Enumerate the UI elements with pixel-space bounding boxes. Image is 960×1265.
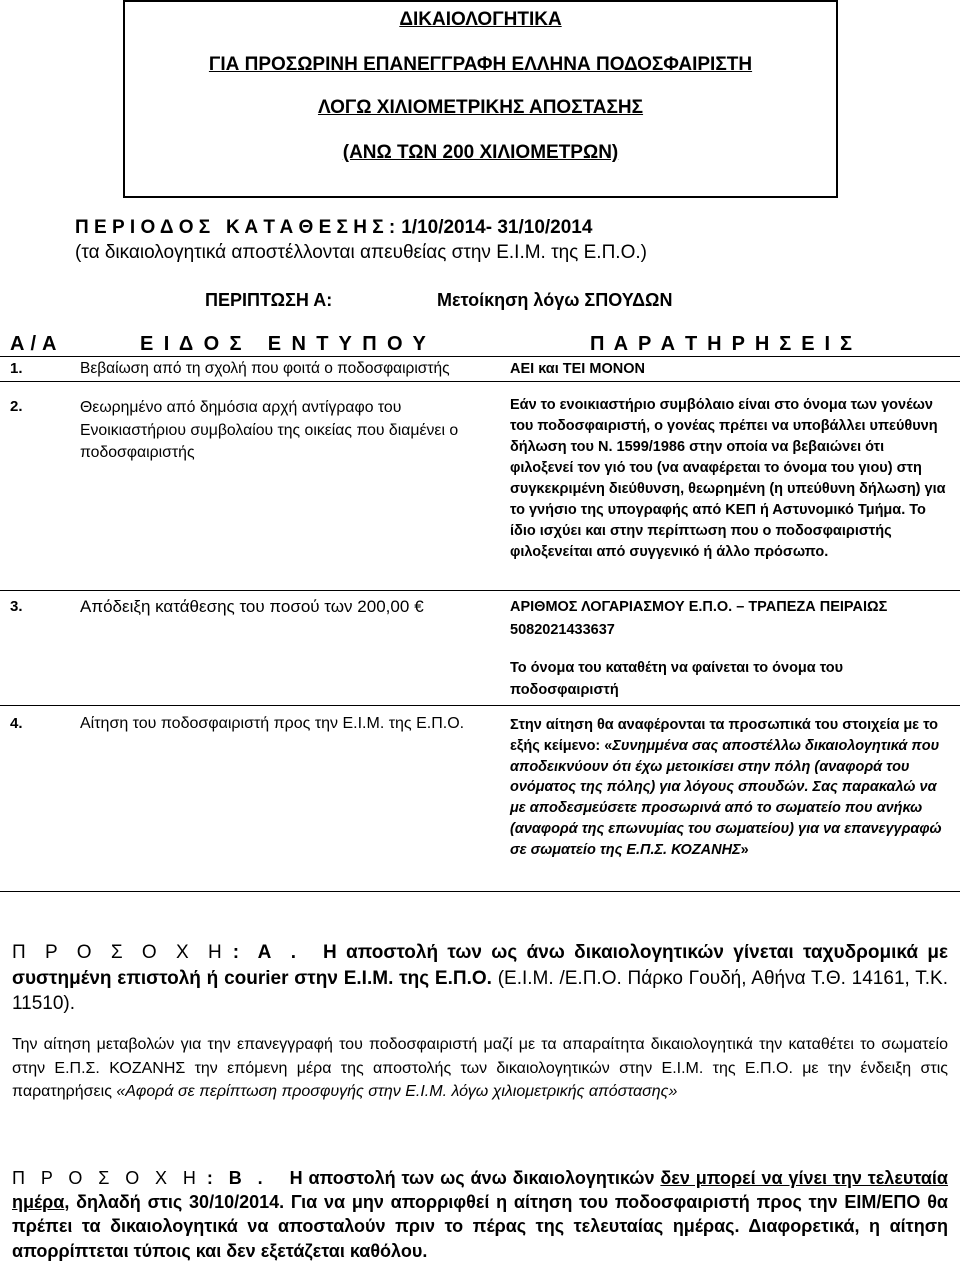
title-box [123,0,838,198]
submission-period [75,216,592,240]
row-3-document-text: Απόδειξη κατάθεσης του ποσού των 200,00 [80,597,410,616]
euro-sign: € [414,597,424,616]
row-4-index: 4. [10,715,23,732]
notice-b-underlined: δεν μπορεί να γίνει την τελευταία ημέρα [12,1168,949,1213]
table-divider [0,705,960,706]
row-1-index: 1. [10,360,23,377]
row-3-remarks-note: Το όνομα του καταθέτη να φαίνεται το όνομα του ποδοσφαιριστή [510,660,844,698]
procedure-remark-quote: «Αφορά σε περίπτωση προσφυγής στην Ε.Ι.Μ. λόγω χιλιομετρικής απόστασης» [116,1083,678,1100]
notice-a-address: (Ε.Ι.Μ. /Ε.Π.Ο. Πάρκο Γουδή, Αθήνα Τ.Θ. 14161, Τ.Κ. 11510). [12,967,948,1014]
row-1-document: Βεβαίωση από τη σχολή που φοιτά ο ποδοσφαιριστής [80,360,450,377]
document-title: ΔΙΚΑΙΟΛΟΓΗΤΙΚΑ [399,9,562,30]
bank-account-number: 5082021433637 [510,621,615,638]
notice-b-text-before: Η αποστολή των ως άνω δικαιολογητικών [289,1168,661,1188]
notice-b-text-after: , δηλαδή στις 30/10/2014. Για να μην απορριφθεί η αίτηση του ποδοσφαιριστή προς την ΕΙΜ/ΕΠΟ θα πρέπει τα δικαιολογητικά να αποσταλούν πριν το πέρας της τελευταίας ημέρας. Διαφορετικά, η αίτηση απορρίπτεται τύποις και δεν εξετάζεται καθόλου. [12,1192,948,1261]
period-label: Π Ε Ρ Ι Ο Δ Ο Σ Κ Α Τ Α Θ Ε Σ Η Σ : [75,217,396,238]
table-divider [0,356,960,357]
row-3-bank-account [510,596,946,641]
notice-a-marker: : Α . [232,942,301,963]
case-label: ΠΕΡΙΠΤΩΣΗ Α: [205,290,333,310]
column-header-index: Α/Α [10,333,63,355]
row-4-remarks-quote: Συνημμένα σας αποστέλλω δικαιολογητικά που αποδεικνύουν ότι έχω μετοικίσει στην πόλη (αναφορά του ονόματος της πόλης) για λόγους σπουδών. Σας παρακαλώ να με αποδεσμεύσετε προσωρινά από το σωματείο που ανήκω (αναφορά της επωνυμίας του σωματείου) για να επανεγγραφώ σε σωματείο της Ε.Π.Σ. ΚΟΖΑΝΗΣ [510,737,942,858]
row-2-remarks: Εάν το ενοικιαστήριο συμβόλαιο είναι στο όνομα των γονέων του ποδοσφαιριστή, ο γονέας πρέπει να υποβάλλει υπεύθυνη δήλωση του Ν. 1599/1986 στην οποία να βεβαιώνει ότι φιλοξενεί τον γιό του (να αναφέρεται το όνομα του γιου) στη συγκεκριμένη διεύθυνση, θεωρημένη (η υπεύθυνη δήλωση) για το γνήσιο της υπογραφής από ΚΕΠ ή Αστυνομικό Τμήμα. Το ίδιο ισχύει και στην περίπτωση που ο ποδοσφαιριστής φιλοξενείται από συγγενικό ή άλλο πρόσωπο. [510,397,946,560]
notice-b-marker: : Β . [206,1168,268,1188]
row-2-document: Θεωρημένο από δημόσια αρχή αντίγραφο του Ενοικιαστήριου συμβολαίου της οικείας που διαμένει ο ποδοσφαιριστής [80,399,459,461]
bank-account-label: ΑΡΙΘΜΟΣ ΛΟΓΑΡΙΑΣΜΟΥ Ε.Π.Ο. – ΤΡΑΠΕΖΑ ΠΕΙΡΑΙΩΣ [510,599,888,615]
document-subtitle-3: (ΑΝΩ ΤΩΝ 200 ΧΙΛΙΟΜΕΤΡΩΝ) [342,142,619,163]
period-range: 1/10/2014- 31/10/2014 [401,217,593,238]
row-2-index: 2. [10,398,23,415]
procedure-paragraph [12,1033,948,1104]
row-3-document [80,596,424,618]
document-subtitle-2: ΛΟΓΩ ΧΙΛΙΟΜΕΤΡΙΚΗΣ ΑΠΟΣΤΑΣΗΣ [317,97,644,118]
notice-a-text: Η αποστολή των ως άνω δικαιολογητικών γίνεται ταχυδρομικά με συστημένη επιστολή ή courier στην Ε.Ι.Μ. της Ε.Π.Ο. [12,942,948,989]
period-note: (τα δικαιολογητικά αποστέλλονται απευθείας στην Ε.Ι.Μ. της Ε.Π.Ο.) [75,242,647,263]
notice-a [12,940,948,1017]
notice-b-heading: Π Ρ Ο Σ Ο Χ Η [12,1168,201,1188]
row-4-remarks-intro: Στην αίτηση θα αναφέρονται τα προσωπικά του στοιχεία με το εξής κείμενο: « [510,717,939,754]
column-header-document: Ε Ι Δ Ο Σ Ε Ν Τ Υ Π Ο Υ [140,333,429,355]
notice-a-heading: Π Ρ Ο Σ Ο Χ Η [12,942,227,963]
column-header-remarks: Π Α Ρ Α Τ Η Ρ Η Σ Ε Ι Σ [590,333,855,355]
case-title: Μετοίκηση λόγω ΣΠΟΥΔΩΝ [437,290,673,310]
procedure-text: Την αίτηση μεταβολών για την επανεγγραφή του ποδοσφαιριστή μαζί με τα απαραίτητα δικαιολογητικά την καταθέτει το σωματείο στην Ε.Π.Σ. ΚΟΖΑΝΗΣ την επόμενη μέρα της αποστολής των δικαιολογητικών στην Ε.Ι.Μ. της Ε.Π.Ο. με την ένδειξη στις παρατηρήσεις [12,1036,948,1100]
table-divider [0,381,960,382]
table-divider [0,590,960,591]
row-4-remarks-close: » [740,841,749,858]
row-4-document: Αίτηση του ποδοσφαιριστή προς την Ε.Ι.Μ. της Ε.Π.Ο. [80,715,465,732]
row-1-remarks: ΑΕΙ και ΤΕΙ ΜΟΝΟΝ [510,361,645,377]
row-4-remarks [510,715,946,861]
document-subtitle-1: ΓΙΑ ΠΡΟΣΩΡΙΝΗ ΕΠΑΝΕΓΓΡΑΦΗ ΕΛΛΗΝΑ ΠΟΔΟΣΦΑΙΡΙΣΤΗ [208,54,753,75]
row-3-index: 3. [10,598,23,615]
notice-b [12,1166,948,1263]
table-divider [0,891,960,892]
